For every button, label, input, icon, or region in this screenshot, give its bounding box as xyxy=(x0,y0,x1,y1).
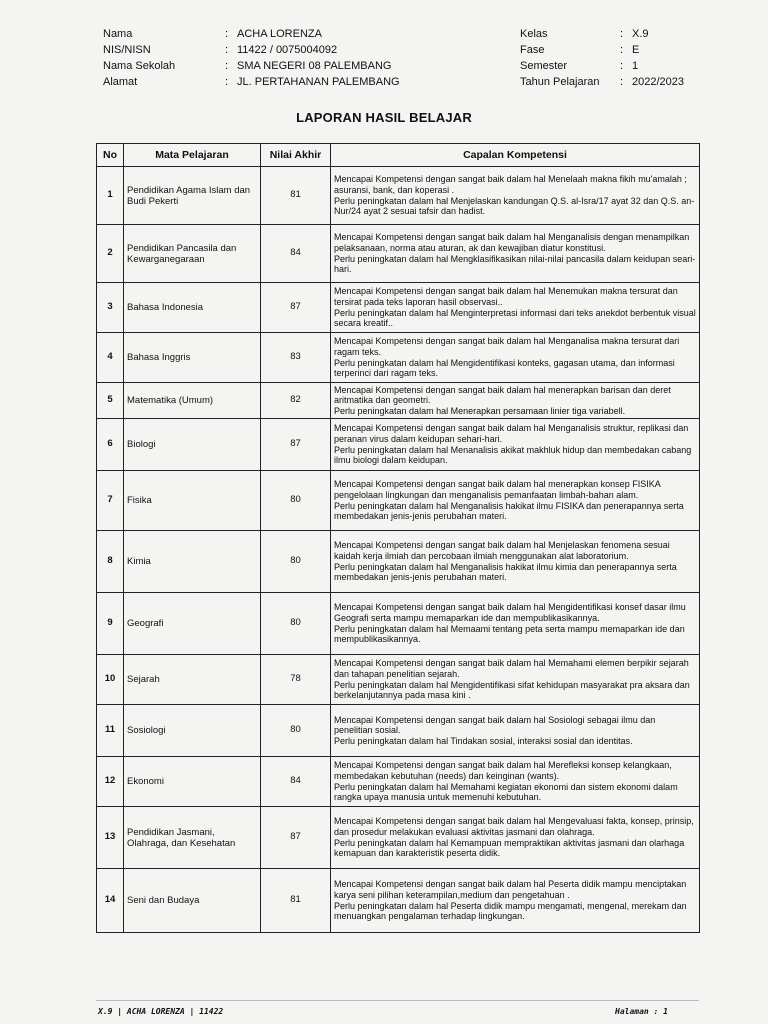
competency-paragraph: Perlu peningkatan dalam hal Menerapkan persamaan linier tiga variabell. xyxy=(334,405,626,416)
subject-name: Sejarah xyxy=(124,655,261,705)
info-value: 2022/2023 xyxy=(632,76,684,88)
competency-description xyxy=(331,531,700,593)
final-grade: 84 xyxy=(261,757,331,807)
competency-paragraph: Perlu peningkatan dalam hal Kemampuan mempraktikan aktivitas jasmani dan olarhaga kemapuan dan karakteristik peserta didik. xyxy=(334,837,685,859)
competency-paragraph: Mencapai Kompetensi dengan sangat baik dalam hal Mengevaluasi fakta, konsep, prinsip, dan prosedur melakukan evaluasi aktivitas jasmani dan olahraga. xyxy=(334,816,694,837)
competency-paragraph: Mencapai Kompetensi dengan sangat baik dalam hal menerapkan barisan dan deret aritmatika dan geometri. xyxy=(334,384,671,406)
subject-name: Biologi xyxy=(124,419,261,471)
competency-text xyxy=(334,286,696,328)
info-colon: : xyxy=(620,60,624,72)
subject-name: Bahasa Indonesia xyxy=(124,283,261,333)
final-grade: 78 xyxy=(261,655,331,705)
competency-text xyxy=(334,385,696,417)
report-title: LAPORAN HASIL BELAJAR xyxy=(296,110,472,125)
competency-description xyxy=(331,167,700,225)
row-number: 13 xyxy=(97,807,124,869)
final-grade: 84 xyxy=(261,225,331,283)
row-number: 4 xyxy=(97,333,124,383)
subject-name: Fisika xyxy=(124,471,261,531)
header-no: No xyxy=(97,144,124,167)
row-number: 8 xyxy=(97,531,124,593)
row-number: 9 xyxy=(97,593,124,655)
final-grade: 81 xyxy=(261,167,331,225)
competency-text xyxy=(334,423,696,465)
competency-paragraph: Mencapai Kompetensi dengan sangat baik dalam hal Merefleksi konsep kelangkaan, membedakan kebutuhan (needs) dan keinginan (wants). xyxy=(334,760,672,781)
table-row xyxy=(97,705,700,757)
competency-paragraph: Mencapai Kompetensi dengan sangat baik dalam hal Menganalisis struktur, replikasi dan peranan virus dalam keidupan sehari-hari. xyxy=(334,423,689,444)
row-number: 3 xyxy=(97,283,124,333)
competency-paragraph: Mencapai Kompetensi dengan sangat baik dalam hal menerapkan konsep FISIKA pengelolaan lingkungan dan menganalisis pemanfaatan limbah-bahan alam. xyxy=(334,479,661,500)
competency-paragraph: Perlu peningkatan dalam hal Menganalisis hakikat ilmu FISIKA dan penerapannya serta membedakan jenis-jenis perubahan materi. xyxy=(334,500,684,522)
competency-text xyxy=(334,879,696,921)
competency-description xyxy=(331,869,700,933)
competency-text xyxy=(334,174,696,216)
competency-paragraph: Perlu peningkatan dalam hal Menjelaskan kandungan Q.S. al-Isra/17 ayat 32 dan Q.S. an-Nur/24 ayat 2 sesuai tafsir dan hadist. xyxy=(334,195,695,217)
competency-description xyxy=(331,807,700,869)
competency-paragraph: Mencapai Kompetensi dengan sangat baik dalam hal Menjelaskan fenomena sesuai kaidah kerja ilmiah dan percobaan ilmiah menggunakan alat laboratorium. xyxy=(334,540,670,561)
competency-paragraph: Mencapai Kompetensi dengan sangat baik dalam hal Menganalisis dengan menampilkan pelaksanaan, norma atau aturan, ak dan kewajiban diatur konstitusi. xyxy=(334,232,690,253)
info-colon: : xyxy=(225,44,229,56)
subject-name: Pendidikan Agama Islam dan Budi Pekerti xyxy=(124,167,261,225)
info-colon: : xyxy=(225,28,229,40)
competency-description xyxy=(331,419,700,471)
row-number: 12 xyxy=(97,757,124,807)
table-row xyxy=(97,531,700,593)
competency-paragraph: Mencapai Kompetensi dengan sangat baik dalam hal Memahami elemen berpikir sejarah dan tahapan penelitian sejarah. xyxy=(334,658,689,679)
table-row xyxy=(97,283,700,333)
footer-page-number: Halaman : 1 xyxy=(615,1007,668,1016)
info-value: JL. PERTAHANAN PALEMBANG xyxy=(237,76,400,88)
info-label: Nama Sekolah xyxy=(103,60,176,72)
competency-text xyxy=(334,602,696,644)
subject-name: Pendidikan Jasmani, Olahraga, dan Kesehatan xyxy=(124,807,261,869)
info-row xyxy=(520,42,684,58)
competency-paragraph: Perlu peningkatan dalam hal Menganalisis hakikat ilmu kimia dan penerapannya serta membedakan jenis-jenis perubahan materi. xyxy=(334,561,677,583)
info-row xyxy=(103,74,400,90)
footer-student-id: X.9 | ACHA LORENZA | 11422 xyxy=(98,1007,224,1016)
info-row xyxy=(103,58,400,74)
subject-name: Geografi xyxy=(124,593,261,655)
header-subject: Mata Pelajaran xyxy=(124,144,261,167)
competency-paragraph: Perlu peningkatan dalam hal Tindakan sosial, interaksi sosial dan identitas. xyxy=(334,735,633,746)
subject-name: Seni dan Budaya xyxy=(124,869,261,933)
info-value: 1 xyxy=(632,60,639,72)
info-colon: : xyxy=(620,76,624,88)
info-row xyxy=(520,58,684,74)
final-grade: 81 xyxy=(261,869,331,933)
competency-text xyxy=(334,658,696,700)
competency-paragraph: Mencapai Kompetensi dengan sangat baik dalam hal Sosiologi sebagai ilmu dan penelitian sosial. xyxy=(334,714,656,736)
footer-divider xyxy=(96,1000,699,1001)
competency-paragraph: Mencapai Kompetensi dengan sangat baik dalam hal Menelaah makna fikih mu'amalah ; asuransi, bank, dan koperasi . xyxy=(334,174,687,195)
subject-name: Sosiologi xyxy=(124,705,261,757)
row-number: 5 xyxy=(97,383,124,419)
row-number: 7 xyxy=(97,471,124,531)
subject-name: Matematika (Umum) xyxy=(124,383,261,419)
table-row xyxy=(97,869,700,933)
row-number: 1 xyxy=(97,167,124,225)
table-row xyxy=(97,225,700,283)
competency-text xyxy=(334,760,696,802)
row-number: 11 xyxy=(97,705,124,757)
header-grade: Nilai Akhir xyxy=(261,144,331,167)
subject-name: Pendidikan Pancasila dan Kewarganegaraan xyxy=(124,225,261,283)
info-row xyxy=(103,26,400,42)
competency-text xyxy=(334,540,696,582)
info-row xyxy=(520,74,684,90)
info-label: NIS/NISN xyxy=(103,44,151,56)
competency-paragraph: Perlu peningkatan dalam hal Mengklasifikasikan nilai-nilai pancasila dalam keidupan seari-hari. xyxy=(334,253,696,275)
info-label: Semester xyxy=(520,60,568,72)
competency-description xyxy=(331,283,700,333)
info-label: Alamat xyxy=(103,76,138,88)
final-grade: 83 xyxy=(261,333,331,383)
competency-paragraph: Perlu peningkatan dalam hal Memaami tentang peta serta mampu memaparkan ide dan mempublikasikannya. xyxy=(334,623,685,645)
table-row xyxy=(97,807,700,869)
competency-paragraph: Mencapai Kompetensi dengan sangat baik dalam hal Menemukan makna tersurat dan tersirat pada teks laporan hasil observasi.. xyxy=(334,286,678,307)
info-value: 11422 / 0075004092 xyxy=(237,44,338,56)
competency-description xyxy=(331,757,700,807)
competency-text xyxy=(334,715,696,747)
info-label: Fase xyxy=(520,44,545,56)
table-row xyxy=(97,167,700,225)
info-row xyxy=(103,42,400,58)
competency-paragraph: Perlu peningkatan dalam hal Menginterpretasi informasi dari teks anekdot berbentuk visual secara kreatif.. xyxy=(334,307,696,329)
table-row xyxy=(97,419,700,471)
competency-paragraph: Perlu peningkatan dalam hal Mengidentifikasi konteks, gagasan utama, dan informasi terperinci dari ragam teks. xyxy=(334,357,675,379)
info-value: ACHA LORENZA xyxy=(237,28,322,40)
competency-description xyxy=(331,383,700,419)
competency-description xyxy=(331,705,700,757)
final-grade: 82 xyxy=(261,383,331,419)
info-value: SMA NEGERI 08 PALEMBANG xyxy=(237,60,392,72)
competency-text xyxy=(334,479,696,521)
info-colon: : xyxy=(225,60,229,72)
competency-text xyxy=(334,232,696,274)
info-row xyxy=(520,26,684,42)
competency-description xyxy=(331,333,700,383)
competency-description xyxy=(331,593,700,655)
final-grade: 80 xyxy=(261,705,331,757)
competency-paragraph: Mencapai Kompetensi dengan sangat baik dalam hal Menganalisa makna tersurat dari ragam teks. xyxy=(334,336,680,357)
final-grade: 87 xyxy=(261,283,331,333)
table-row xyxy=(97,333,700,383)
subject-name: Ekonomi xyxy=(124,757,261,807)
info-colon: : xyxy=(225,76,229,88)
final-grade: 80 xyxy=(261,593,331,655)
competency-paragraph: Perlu peningkatan dalam hal Peserta didik mampu mengamati, mengenal, merekam dan menuangkan pengalaman terhadap lingkungan. xyxy=(334,900,687,922)
table-row xyxy=(97,655,700,705)
info-value: X.9 xyxy=(632,28,649,40)
subject-name: Bahasa Inggris xyxy=(124,333,261,383)
competency-description xyxy=(331,655,700,705)
final-grade: 80 xyxy=(261,471,331,531)
competency-text xyxy=(334,336,696,378)
info-value: E xyxy=(632,44,640,56)
competency-paragraph: Mencapai Kompetensi dengan sangat baik dalam hal Peserta didik mampu menciptakan karya seni pilihan keterampilan,medium dan pengetahuan . xyxy=(334,879,687,900)
table-header-row xyxy=(97,144,700,167)
competency-paragraph: Perlu peningkatan dalam hal Memahami kegiatan ekonomi dan sistem ekonomi dalam rangka upaya manusia untuk memenuhi kebutuhan. xyxy=(334,781,678,803)
info-label: Kelas xyxy=(520,28,548,40)
competency-description xyxy=(331,225,700,283)
table-row xyxy=(97,383,700,419)
final-grade: 87 xyxy=(261,419,331,471)
grades-table xyxy=(96,143,700,933)
info-colon: : xyxy=(620,44,624,56)
competency-paragraph: Mencapai Kompetensi dengan sangat baik dalam hal Mengidentifikasi konsef dasar ilmu Geografi serta mampu memaparkan ide dan mempublikasikannya. xyxy=(334,602,686,623)
competency-text xyxy=(334,816,696,858)
table-row xyxy=(97,757,700,807)
row-number: 10 xyxy=(97,655,124,705)
row-number: 6 xyxy=(97,419,124,471)
table-row xyxy=(97,471,700,531)
subject-name: Kimia xyxy=(124,531,261,593)
table-row xyxy=(97,593,700,655)
row-number: 14 xyxy=(97,869,124,933)
student-info-right xyxy=(520,26,684,90)
info-label: Nama xyxy=(103,28,133,40)
final-grade: 80 xyxy=(261,531,331,593)
info-label: Tahun Pelajaran xyxy=(520,76,600,88)
row-number: 2 xyxy=(97,225,124,283)
competency-paragraph: Perlu peningkatan dalam hal Menanalisis akikat makhluk hidup dan membedakan cabang ilmu biologi dalam keidupan. xyxy=(334,444,692,466)
competency-description xyxy=(331,471,700,531)
competency-paragraph: Perlu peningkatan dalam hal Mengidentifikasi sifat kehidupan masyarakat pra aksara dan berkelanjutannya pada masa kini . xyxy=(334,679,690,701)
final-grade: 87 xyxy=(261,807,331,869)
info-colon: : xyxy=(620,28,624,40)
header-competency: Capalan Kompetensi xyxy=(331,144,700,167)
student-info-left xyxy=(103,26,400,90)
